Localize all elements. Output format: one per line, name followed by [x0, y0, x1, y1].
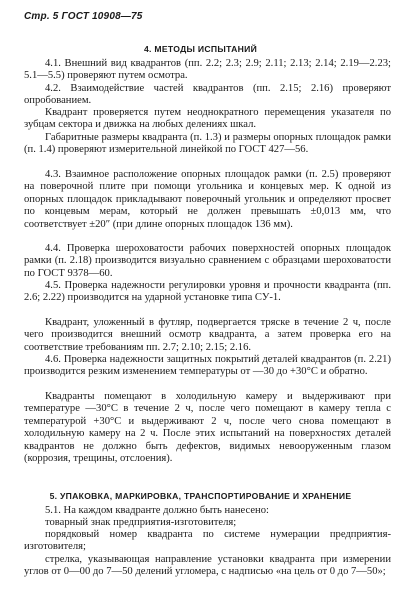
paragraph-4-4: 4.4. Проверка шероховатости рабочих поверхностей опорных площадок рамки (п. 2.18) производится визуально сравнением с образцами шероховатости по ГОСТ 9378—60.	[24, 243, 391, 279]
paragraph-4-2-detail: Квадрант проверяется путем неоднократного перемещения указателя по зубцам сектора и движка на любых делениях шкал.	[24, 107, 391, 131]
paragraph-4-6-detail: Квадранты помещают в холодильную камеру и выдерживают при температуре —30°С в течение 2 ч, после чего помещают в камеру тепла с температурой +30°С и выдерживают 2 ч, после чего снова помещают в холодильную камеру на 2 ч. После этих испытаний на поверхностях деталей квадрантов не должно быть дефектов, видимых невооруженным глазом (коррозия, трещины, отслоения).	[24, 391, 391, 465]
paragraph-4-1: 4.1. Внешний вид квадрантов (пп. 2.2; 2.3; 2.9; 2.11; 2.13; 2.14; 2.19—2.23; 5.1—5.5) проверяют путем осмотра.	[24, 58, 391, 82]
paragraph-4-6: 4.6. Проверка надежности защитных покрытий деталей квадрантов (п. 2.21) производится резким изменением температуры от —30 до +30°С и обратно.	[24, 354, 391, 378]
section-5-title: 5. УПАКОВКА, МАРКИРОВКА, ТРАНСПОРТИРОВАНИЕ И ХРАНЕНИЕ	[49, 491, 352, 501]
section-4-title: 4. МЕТОДЫ ИСПЫТАНИЙ	[143, 44, 258, 54]
paragraph-4-3: 4.3. Взаимное расположение опорных площадок рамки (п. 2.5) проверяют на поверочной плите при помощи угольника и концевых мер. К одной из опорных площадок прикладывают поверочный угольник и определяют просвет по концевым мерам, который не должен превышать ±0,013 мм, что соответствует ±20″ (при длине опорных площадок 136 мм).	[24, 169, 391, 230]
paragraph-dimensions: Габаритные размеры квадранта (п. 1.3) и размеры опорных площадок рамки (п. 1.4) проверяют измерительной линейкой по ГОСТ 427—56.	[24, 132, 391, 156]
paragraph-4-2: 4.2. Взаимодействие частей квадрантов (пп. 2.15; 2.16) проверяют опробованием.	[24, 83, 391, 107]
paragraph-5-1: 5.1. На каждом квадранте должно быть нанесено:	[45, 505, 269, 516]
paragraph-4-5: 4.5. Проверка надежности регулировки уровня и прочности квадранта (пп. 2.6; 2.22) производится на ударной установке типа СУ-1.	[24, 280, 391, 304]
running-head: Стр. 5 ГОСТ 10908—75	[24, 11, 143, 22]
paragraph-4-5-detail: Квадрант, уложенный в футляр, подвергается тряске в течение 2 ч, после чего производится внешний осмотр квадранта, а затем проверка его на соответствие требованиям пп. 2.7; 2.10; 2.15; 2.16.	[24, 317, 391, 353]
paragraph-5-1-item-1: товарный знак предприятия-изготовителя;	[45, 517, 237, 528]
paragraph-5-1-item-3: стрелка, указывающая направление установки квадранта при измерении углов от 0—00 до 7—50 делений угломера, с надписью «на цель от 0 до 7—50»;	[24, 554, 391, 578]
paragraph-5-1-item-2: порядковый номер квадранта по системе нумерации предприятия-изготовителя;	[24, 529, 391, 553]
